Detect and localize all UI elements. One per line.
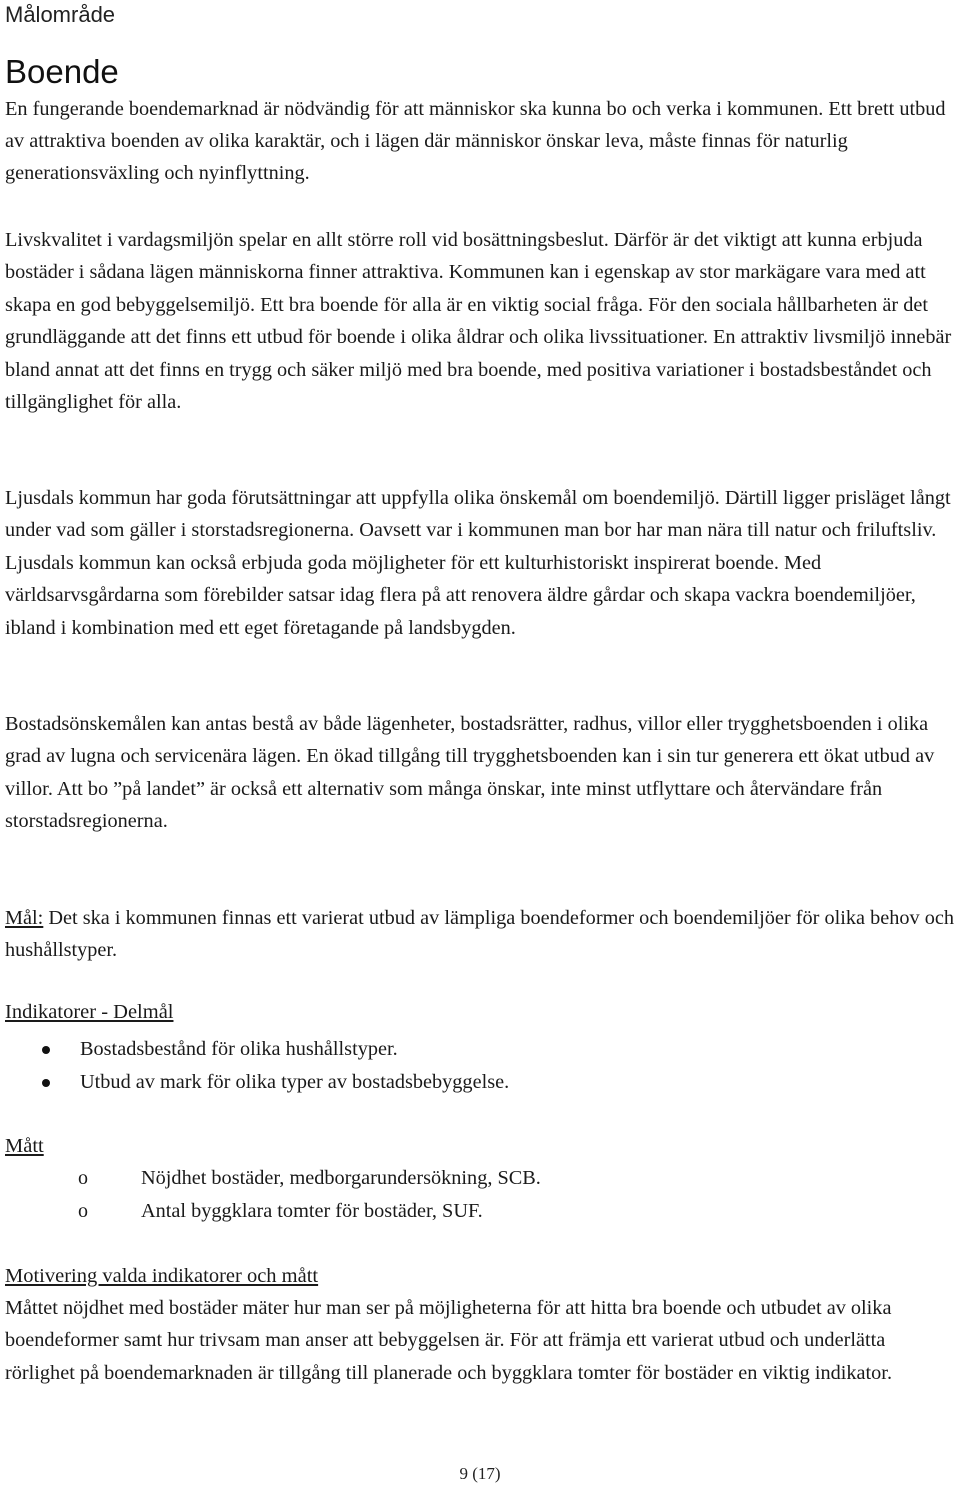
indicator-text: Bostadsbestånd för olika hushållstyper. <box>80 1038 398 1060</box>
measures-heading: Mått <box>5 1135 44 1157</box>
section-header-label: Målområde <box>5 2 116 27</box>
indicators-heading: Indikatorer - Delmål <box>5 1001 174 1023</box>
goal-paragraph <box>5 902 955 967</box>
bullet-circle-icon: o <box>78 1200 88 1222</box>
indicator-text: Utbud av mark för olika typer av bostadsbebyggelse. <box>80 1071 510 1093</box>
page-number: 9 (17) <box>459 1464 501 1483</box>
list-item <box>0 1033 960 1066</box>
page-title: Boende <box>5 53 119 90</box>
list-item <box>0 1195 960 1228</box>
ljusdal-paragraph: Ljusdals kommun har goda förutsättningar att uppfylla olika önskemål om boendemiljö. Därtill ligger prisläget långt under vad som gäller i storstadsregionerna. Oavsett var i kommunen man bor har man nära till natur och friluftsliv. Ljusdals kommun kan också erbjuda goda möjligheter för ett kulturhistoriskt inspirerat boende. Med världsarvsgårdarna som förebilder satsar idag flera på att renovera äldre gårdar och skapa vackra boendemiljöer, ibland i kombination med ett eget företagande på landsbygden. <box>5 487 951 639</box>
measure-text: Antal byggklara tomter för bostäder, SUF. <box>141 1200 483 1222</box>
measures-list <box>0 1162 960 1228</box>
bullet-dot-icon <box>42 1079 50 1087</box>
motivation-heading: Motivering valda indikatorer och mått <box>5 1265 319 1287</box>
measure-text: Nöjdhet bostäder, medborgarundersökning, SCB. <box>141 1167 541 1189</box>
goal-label: Mål: <box>5 907 44 929</box>
list-item <box>0 1162 960 1195</box>
quality-paragraph: Livskvalitet i vardagsmiljön spelar en allt större roll vid bosättningsbeslut. Därför är det viktigt att kunna erbjuda bostäder i sådana lägen människorna finner attraktiva. Kommunen kan i egenskap av stor markägare vara med att skapa en god bebyggelsemiljö. Ett bra boende för alla är en viktig social fråga. För den sociala hållbarheten är det grundläggande att det finns ett utbud för boende i olika åldrar och olika livssituationer. En attraktiv livsmiljö innebär bland annat att det finns en trygg och säker miljö med bra boende, med positiva variationer i bostadsbeståndet och tillgänglighet för alla. <box>5 229 952 414</box>
housing-preferences-paragraph: Bostadsönskemålen kan antas bestå av både lägenheter, bostadsrätter, radhus, villor eller trygghetsboenden i olika grad av lugna och servicenära lägen. En ökad tillgång till trygghetsboenden kan i sin tur generera ett ökat utbud av villor. Att bo ”på landet” är också ett alternativ som många önskar, inte minst utflyttare och återvändare från storstadsregionerna. <box>5 713 935 833</box>
list-item <box>0 1066 960 1099</box>
motivation-paragraph: Måttet nöjdhet med bostäder mäter hur man ser på möjligheterna för att hitta bra boende och utbudet av olika boendeformer samt hur trivsam man anser att bebyggelsen är. För att främja ett varierat utbud och underlätta rörlighet på boendemarknaden är tillgång till planerade och byggklara tomter för bostäder en viktig indikator. <box>5 1297 893 1384</box>
goal-text: Det ska i kommunen finnas ett varierat utbud av lämpliga boendeformer och boendemiljöer för olika behov och hushållstyper. <box>5 907 954 962</box>
bullet-circle-icon: o <box>78 1167 88 1189</box>
bullet-dot-icon <box>42 1046 50 1054</box>
indicators-list <box>0 1033 960 1099</box>
intro-paragraph: En fungerande boendemarknad är nödvändig för att människor ska kunna bo och verka i kommunen. Ett brett utbud av attraktiva boenden av olika karaktär, och i lägen där människor önskar leva, måste finnas för naturlig generationsväxling och nyinflyttning. <box>5 98 946 184</box>
